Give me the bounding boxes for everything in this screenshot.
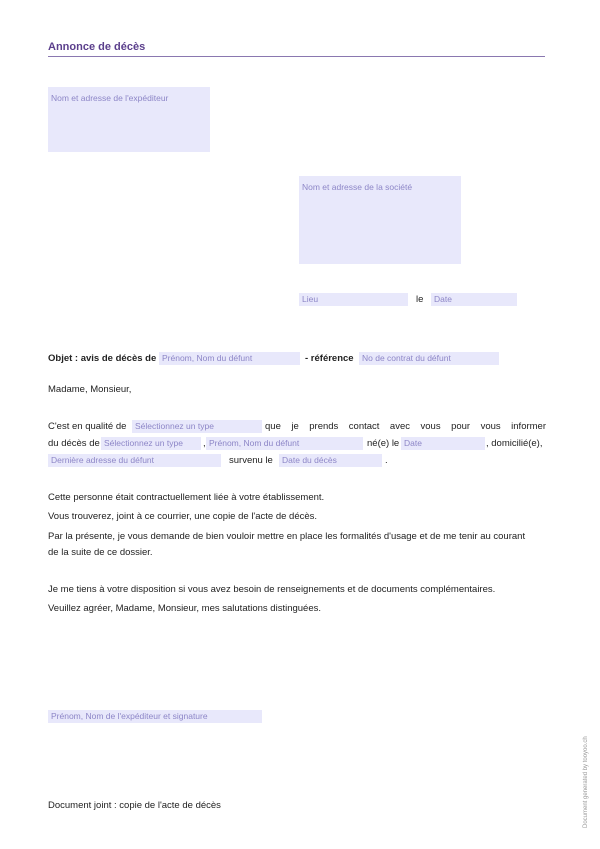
para1-period: . — [385, 455, 388, 466]
para3-line-1: Je me tiens à votre disposition si vous avez besoin de renseignements et de documents complémentaires. — [48, 584, 496, 595]
death-date-field[interactable]: Date du décès — [279, 454, 382, 467]
para2-line-4: de la suite de ce dossier. — [48, 547, 153, 558]
salutation: Madame, Monsieur, — [48, 384, 132, 395]
para2-line-1: Cette personne était contractuellement liée à votre établissement. — [48, 492, 325, 503]
title-divider — [48, 56, 545, 57]
para1-text-2: que je prends contact avec vous pour vous informer — [265, 421, 546, 432]
para1-born-label: né(e) le — [367, 438, 400, 449]
le-label: le — [416, 294, 424, 305]
contract-number-field[interactable]: No de contrat du défunt — [359, 352, 499, 365]
signature-field[interactable]: Prénom, Nom de l'expéditeur et signature — [48, 710, 262, 723]
para1-died-label: survenu le — [229, 455, 273, 466]
attachment-note: Document joint : copie de l'acte de décès — [48, 800, 221, 811]
deceased-type-select[interactable]: Sélectionnez un type — [101, 437, 201, 450]
para1-text-1: C'est en qualité de — [48, 421, 127, 432]
para3-line-2: Veuillez agréer, Madame, Monsieur, mes salutations distinguées. — [48, 603, 322, 614]
reference-label: - référence — [305, 353, 354, 364]
subject-label: Objet : avis de décès de — [48, 353, 157, 364]
sender-address-field[interactable]: Nom et adresse de l'expéditeur — [48, 87, 210, 152]
para2-line-3: Par la présente, je vous demande de bien vouloir mettre en place les formalités d'usage et de me tenir au courant — [48, 531, 526, 542]
birth-date-field[interactable]: Date — [401, 437, 485, 450]
last-address-field[interactable]: Dernière adresse du défunt — [48, 454, 221, 467]
deceased-name-field[interactable]: Prénom, Nom du défunt — [159, 352, 300, 365]
relationship-type-select[interactable]: Sélectionnez un type — [132, 420, 262, 433]
para1-comma: , — [203, 438, 206, 449]
para2-line-2: Vous trouverez, joint à ce courrier, une copie de l'acte de décès. — [48, 511, 318, 522]
para1-domicile-label: , domicilié(e), — [486, 438, 543, 449]
generator-note: Document generated by tooyoo.ch — [583, 736, 589, 828]
deceased-fullname-field[interactable]: Prénom, Nom du défunt — [206, 437, 363, 450]
place-field[interactable]: Lieu — [299, 293, 408, 306]
para1-text-3: du décès de — [48, 438, 100, 449]
document-title: Annonce de décès — [48, 41, 146, 53]
date-field[interactable]: Date — [431, 293, 517, 306]
company-address-field[interactable]: Nom et adresse de la société — [299, 176, 461, 264]
